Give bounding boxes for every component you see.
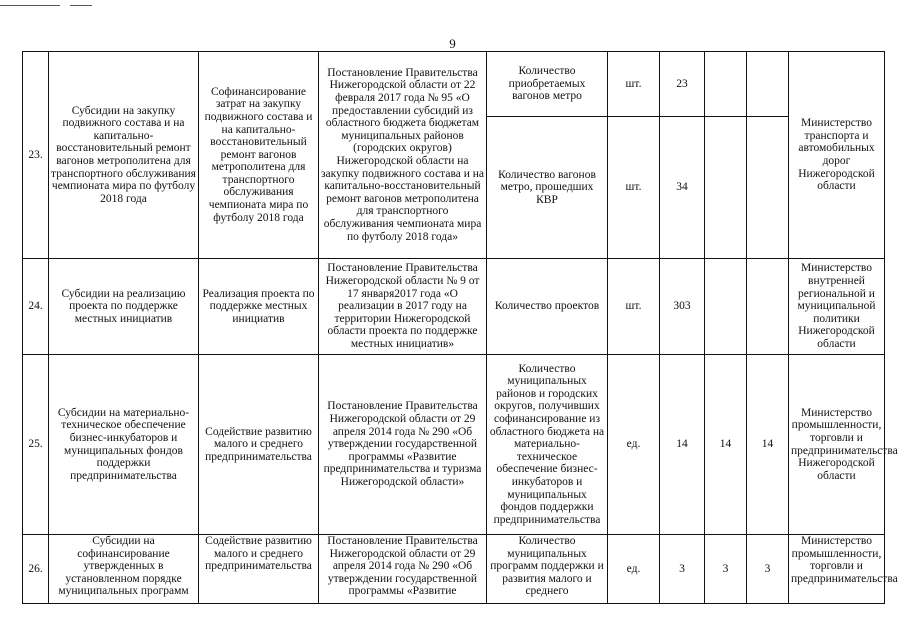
ministry: Министерство промышленности, торговли и предпринимательства	[789, 535, 885, 604]
table-row	[23, 259, 885, 355]
value-year-2: 14	[705, 355, 747, 535]
indicator-name: Количество муниципальных районов и городских округов, получивших софинансирование из областного бюджета на материально-техническое обеспечение бизнес-инкубаторов и муниципальных фондов поддержки предпринимательства	[487, 355, 608, 535]
subsidy-name: Субсидии на закупку подвижного состава и на капитально-восстановительный ремонт вагонов метрополитена для транспортного обслуживания чемпионата мира по футболу 2018 года	[49, 52, 199, 259]
indicator-name: Количество вагонов метро, прошедших КВР	[487, 117, 608, 259]
unit: шт.	[608, 52, 660, 117]
legal-act: Постановление Правительства Нижегородской области от 29 апреля 2014 года № 290 «Об утверждении государственной программы «Развитие предпринимательства и туризма Нижегородской области»	[319, 355, 487, 535]
ministry: Министерство промышленности, торговли и предпринимательства Нижегородской области	[789, 355, 885, 535]
ministry: Министерство внутренней региональной и муниципальной политики Нижегородской области	[789, 259, 885, 355]
value-year-2	[705, 52, 747, 117]
legal-act: Постановление Правительства Нижегородской области № 9 от 17 января2017 года «О реализации в 2017 году на территории Нижегородской области проекта по поддержке местных инициатив»	[319, 259, 487, 355]
subsidy-goal: Реализация проекта по поддержке местных инициатив	[199, 259, 319, 355]
table-row	[23, 52, 885, 117]
indicator-name: Количество проектов	[487, 259, 608, 355]
indicator-name: Количество муниципальных программ поддержки и развития малого и среднего	[487, 535, 608, 604]
subsidy-goal: Содействие развитию малого и среднего предпринимательства	[199, 355, 319, 535]
subsidy-name: Субсидии на реализацию проекта по поддержке местных инициатив	[49, 259, 199, 355]
row-number: 24.	[23, 259, 49, 355]
page-number: 9	[449, 36, 456, 51]
value-year-1: 23	[660, 52, 705, 117]
row-number: 25.	[23, 355, 49, 535]
value-year-2	[705, 117, 747, 259]
row-number: 23.	[23, 52, 49, 259]
legal-act: Постановление Правительства Нижегородской области от 22 февраля 2017 года № 95 «О предоставлении субсидий из областного бюджета бюджетам муниципальных районов (городских округов) Нижегородской области на закупку подвижного состава и на капитально-восстановительный ремонт вагонов метрополитена для транспортного обслуживания чемпионата мира по футболу 2018 года»	[319, 52, 487, 259]
subsidy-goal: Содействие развитию малого и среднего предпринимательства	[199, 535, 319, 604]
unit: шт.	[608, 117, 660, 259]
value-year-2: 3	[705, 535, 747, 604]
subsidy-goal: Софинансирование затрат на закупку подвижного состава и на капитально-восстановительный ремонт вагонов метрополитена для транспортного обслуживания чемпионата мира по футболу 2018 года	[199, 52, 319, 259]
legal-act: Постановление Правительства Нижегородской области от 29 апреля 2014 года № 290 «Об утверждении государственной программы «Развитие	[319, 535, 487, 604]
value-year-1: 34	[660, 117, 705, 259]
scan-artifact-line	[70, 5, 92, 6]
subsidy-name: Субсидии на материально-техническое обеспечение бизнес-инкубаторов и муниципальных фондов поддержки предпринимательства	[49, 355, 199, 535]
unit: ед.	[608, 355, 660, 535]
table-row	[23, 535, 885, 604]
value-year-3	[747, 259, 789, 355]
value-year-2	[705, 259, 747, 355]
value-year-3: 14	[747, 355, 789, 535]
value-year-3: 3	[747, 535, 789, 604]
subsidy-name: Субсидии на софинансирование утвержденных в установленном порядке муниципальных программ	[49, 535, 199, 604]
value-year-1: 3	[660, 535, 705, 604]
ministry: Министерство транспорта и автомобильных дорог Нижегородской области	[789, 52, 885, 259]
scan-artifact-line	[0, 5, 60, 6]
value-year-1: 14	[660, 355, 705, 535]
value-year-1: 303	[660, 259, 705, 355]
value-year-3	[747, 117, 789, 259]
row-number: 26.	[23, 535, 49, 604]
indicator-name: Количество приобретаемых вагонов метро	[487, 52, 608, 117]
subsidy-table	[22, 51, 898, 604]
value-year-3	[747, 52, 789, 117]
table-row	[23, 355, 885, 535]
unit: ед.	[608, 535, 660, 604]
unit: шт.	[608, 259, 660, 355]
